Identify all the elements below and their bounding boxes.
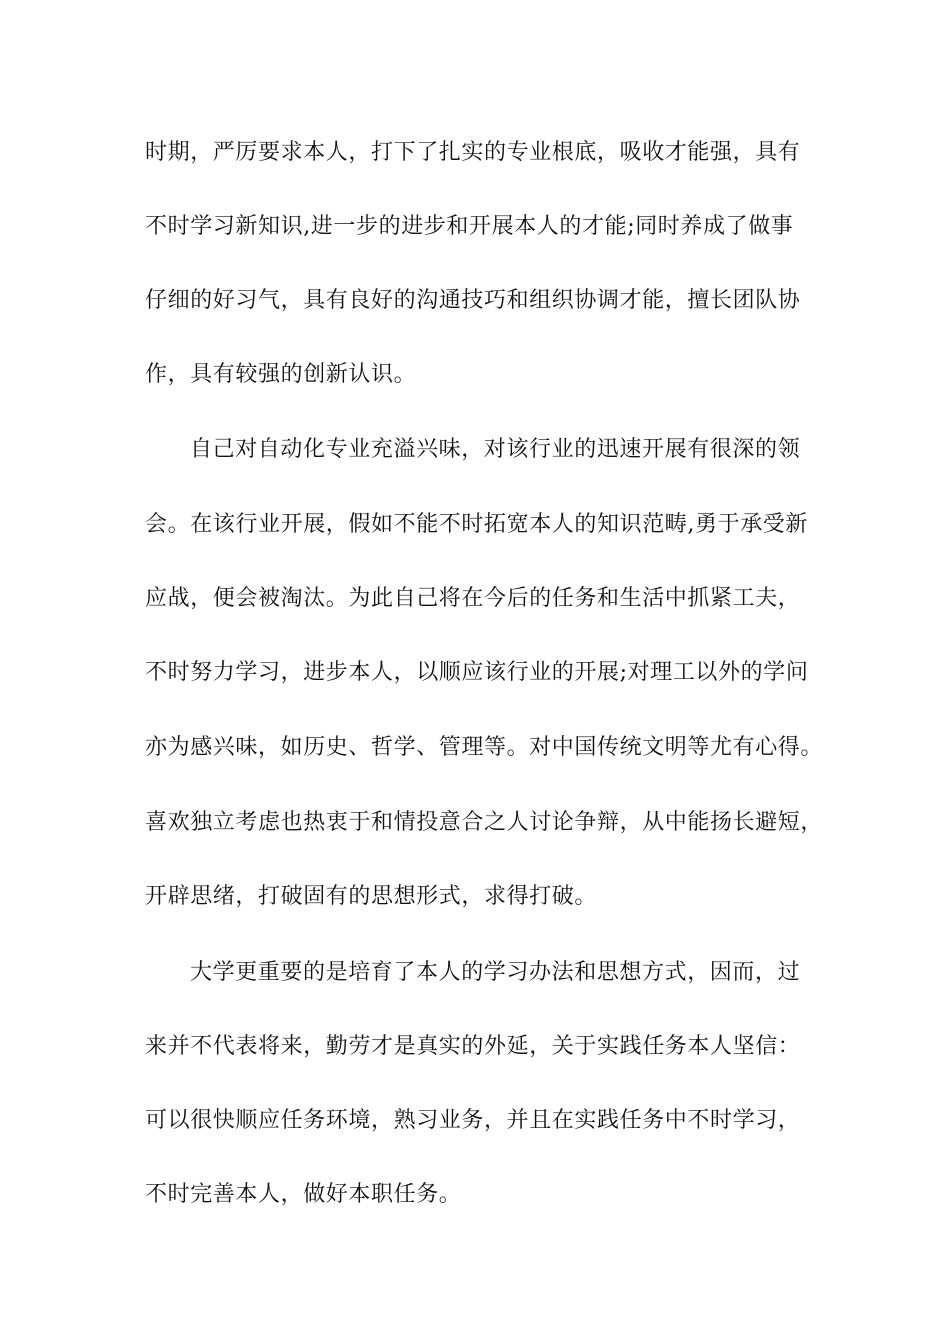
- text-line: 不时学习新知识,进一步的进步和开展本人的才能;同时养成了做事: [145, 214, 794, 239]
- paragraph-start-line: 大学更重要的是培育了本人的学习办法和思想方式，因而，过: [190, 960, 801, 985]
- text-line: 亦为感兴味，如历史、哲学、管理等。对中国传统文明等尤有心得。: [145, 735, 824, 760]
- text-line: 可以很快顺应任务环境，熟习业务，并且在实践任务中不时学习，: [145, 1108, 801, 1133]
- text-line: 开辟思绪，打破固有的思想形式，求得打破。: [145, 884, 598, 909]
- text-line: 会。在该行业开展，假如不能不时拓宽本人的知识范畴,勇于承受新: [145, 512, 808, 537]
- paragraph-start-line: 自己对自动化专业充溢兴味，对该行业的迅速开展有很深的领: [190, 437, 801, 462]
- text-line: 应战，便会被淘汰。为此自己将在今后的任务和生活中抓紧工夫，: [145, 586, 801, 611]
- text-line: 时期，严厉要求本人，打下了扎实的专业根底，吸收才能强，具有: [145, 140, 801, 165]
- text-line: 喜欢独立考虑也热衷于和情投意合之人讨论争辩，从中能扬长避短，: [145, 810, 824, 835]
- text-line: 仔细的好习气，具有良好的沟通技巧和组织协调才能，擅长团队协: [145, 288, 801, 313]
- text-line: 不时努力学习，进步本人，以顺应该行业的开展;对理工以外的学问: [145, 660, 809, 685]
- text-line: 作，具有较强的创新认识。: [145, 362, 417, 387]
- text-line: 来并不代表将来，勤劳才是真实的外延，关于实践任务本人坚信：: [145, 1034, 801, 1059]
- text-line: 不时完善本人，做好本职任务。: [145, 1182, 462, 1207]
